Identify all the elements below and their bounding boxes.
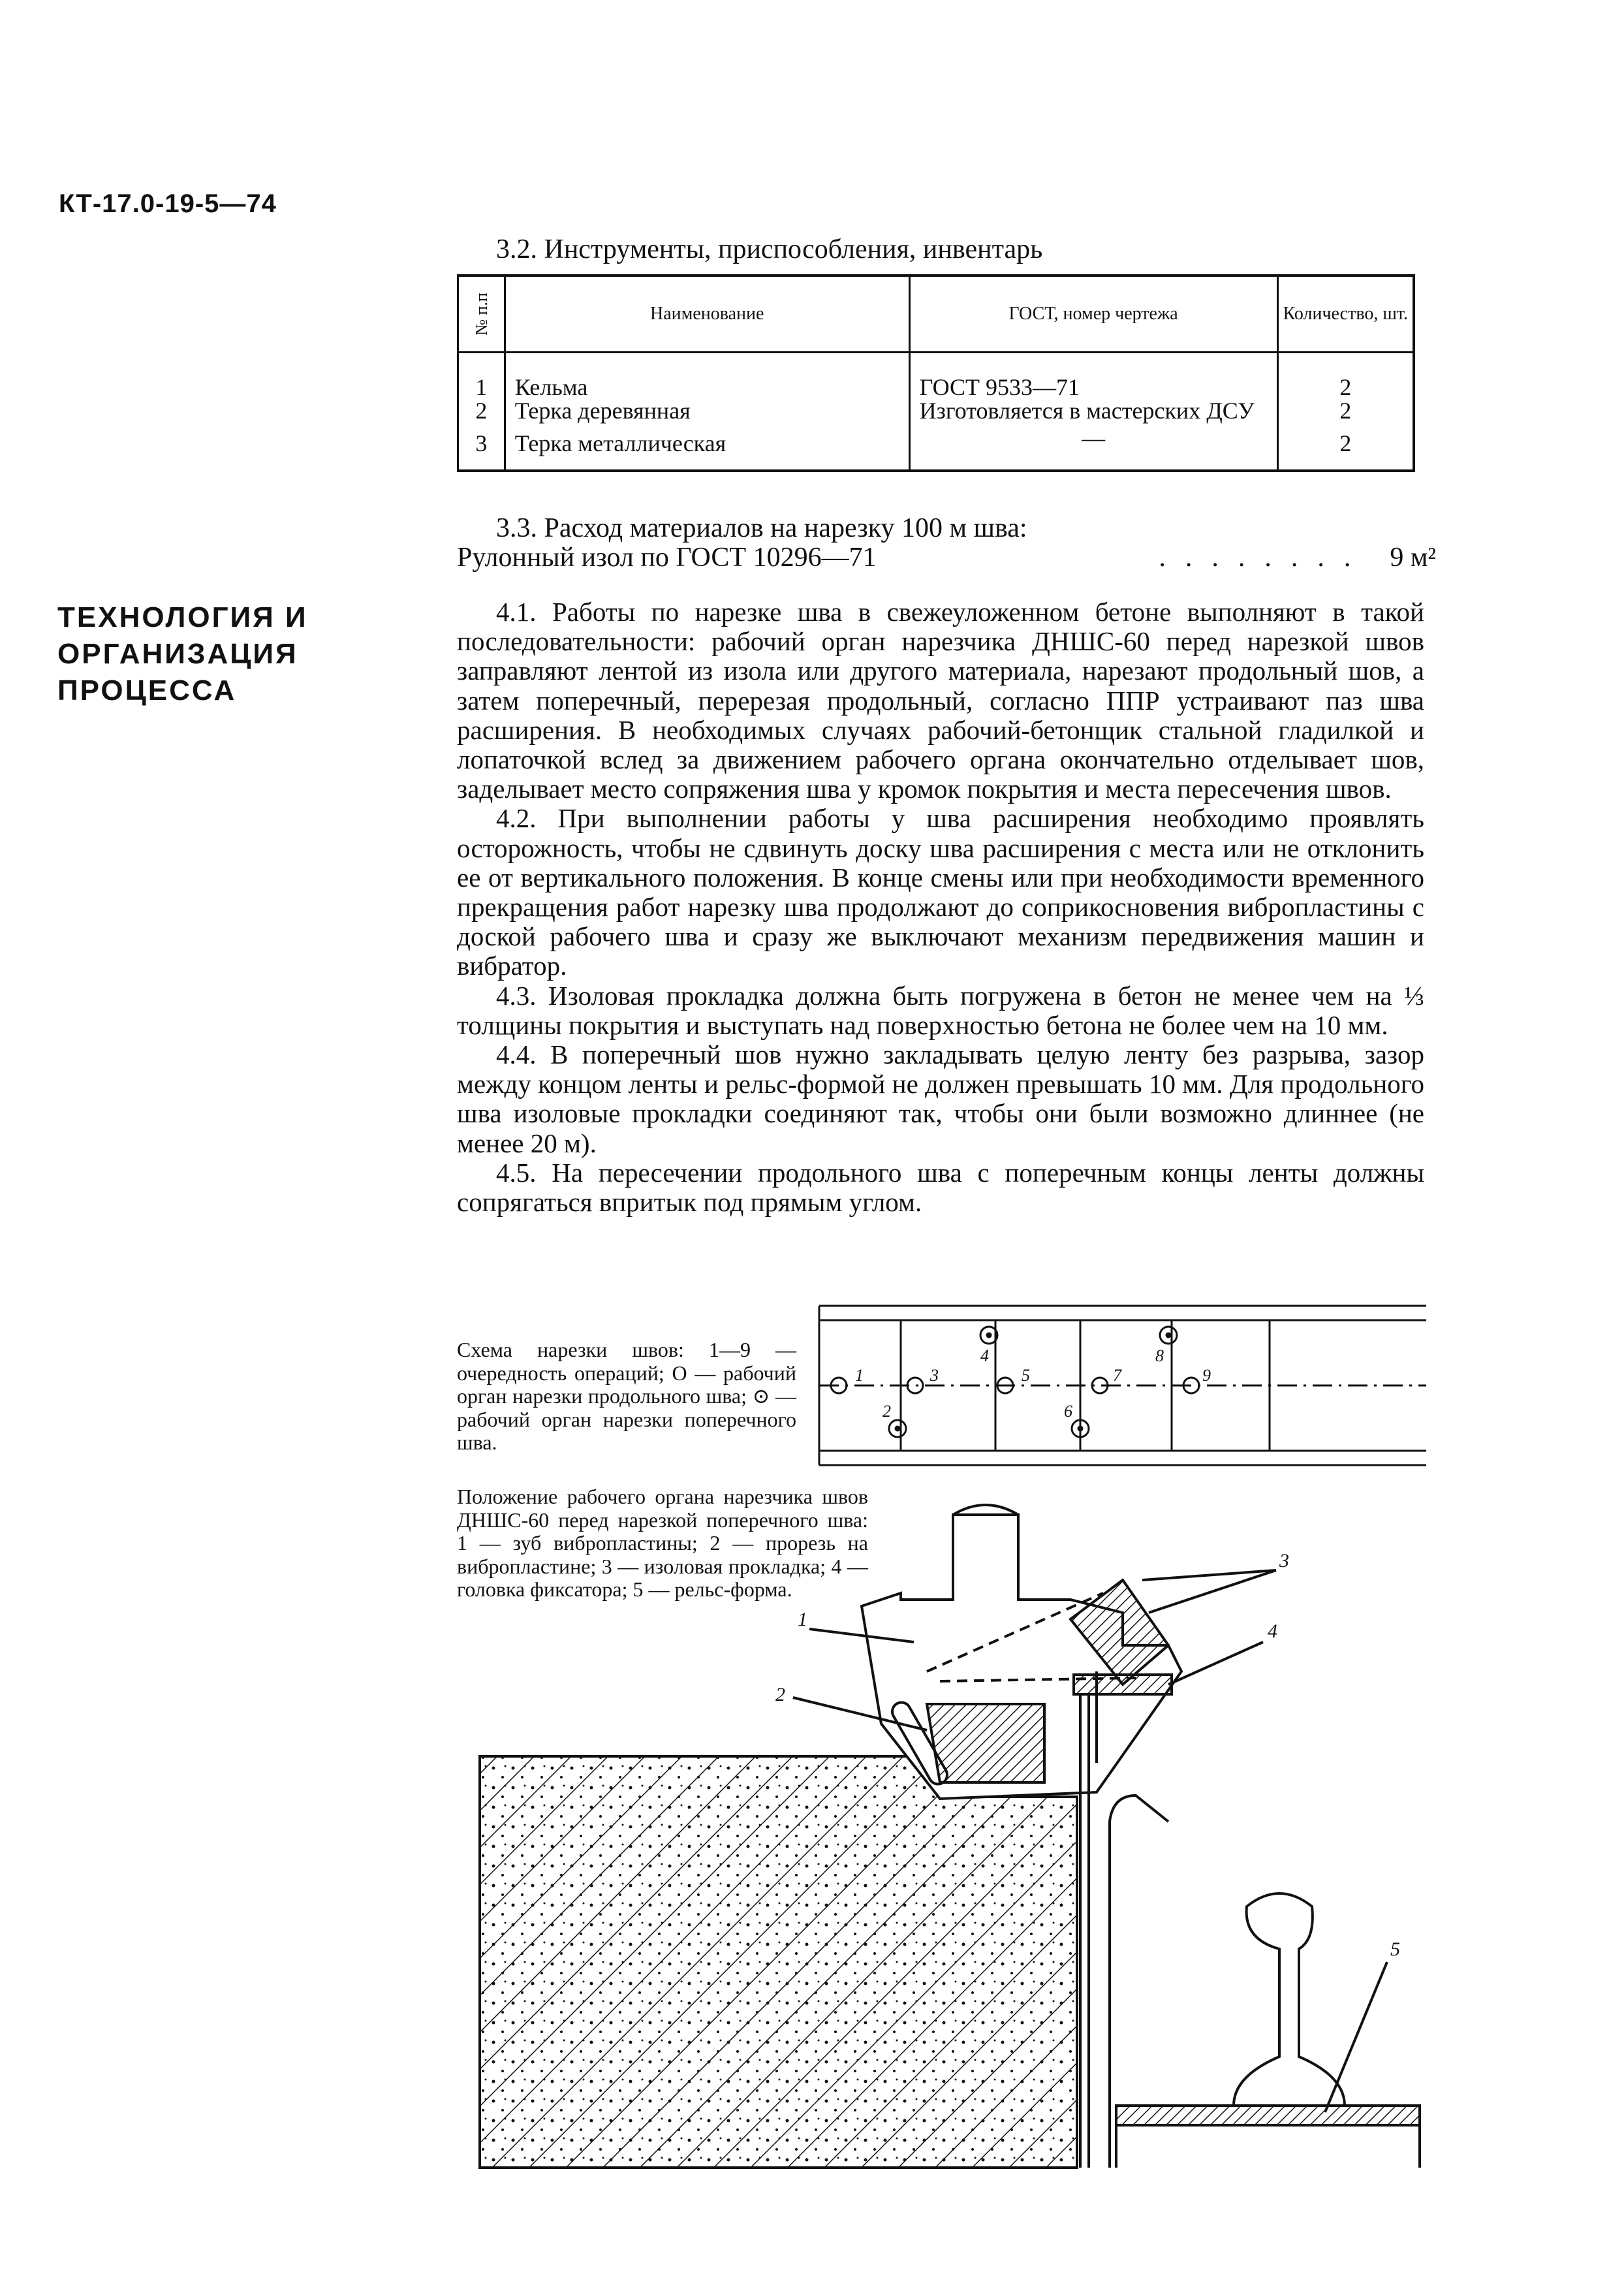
header-qty: Количество, шт. (1277, 276, 1414, 353)
section-title: 3.2. Инструменты, приспособления, инвентарь (496, 234, 1043, 264)
section-label-4: 4 (1268, 1621, 1277, 1642)
cell-qty: 2 (1277, 399, 1414, 422)
header-name: Наименование (505, 276, 909, 353)
paragraph-4-2: 4.2. При выполнении работы у шва расширения необходимо проявлять осторожность, чтобы не сдвинуть доску шва расширения с места или не отклонить ее от вертикального положения. В конце смены или при необходимости временного прекращения работ нарезку шва продолжают до соприкосновения вибропластины с доской рабочего шва и сразу же выключают механизм передвижения машин и вибратор. (457, 803, 1424, 981)
cell-name: Кельма (505, 353, 909, 400)
header-gost: ГОСТ, номер чертежа (909, 276, 1277, 353)
cell-num: 1 (458, 353, 505, 400)
section-label-2: 2 (775, 1684, 785, 1705)
scheme-label-2: 2 (882, 1402, 891, 1421)
scheme-label-3: 3 (930, 1366, 939, 1385)
header-num: № п.п (458, 276, 505, 353)
scheme-caption: Схема нарезки швов: 1—9 — очередность операций; О — рабочий орган нарезки продольного шва; ⊙ — рабочий орган нарезки поперечного шва. (457, 1338, 796, 1454)
leader-dots: ........ (1159, 543, 1371, 573)
cell-name: Терка металлическая (505, 422, 909, 471)
cell-qty: 2 (1277, 353, 1414, 400)
paragraph-4-1: 4.1. Работы по нарезке шва в свежеуложенном бетоне выполняют в такой последовательности: рабочий орган нарезчика ДНШС-60 перед нарезкой швов заправляют лентой из изола или другого материала, нарезают продольный шов, а затем поперечный, перерезая продольный, согласно ППР устраивают паз шва расширения. В необходимых случаях рабочий-бетонщик стальной гладилкой и лопаточкой вслед за движением рабочего органа окончательно отделывает шов, заделывает место сопряжения шва у кромок покрытия и места пересечения швов. (457, 597, 1424, 804)
paragraph-4-3: 4.3. Изоловая прокладка должна быть погружена в бетон не менее чем на ⅓ толщины покрытия и выступать над поверхностью бетона не более чем на 10 мм. (457, 980, 1424, 1040)
document-code: КТ-17.0-19-5—74 (59, 189, 277, 218)
scheme-label-7: 7 (1113, 1366, 1121, 1385)
section-label-5: 5 (1390, 1938, 1400, 1960)
scheme-label-9: 9 (1202, 1366, 1211, 1385)
cell-qty: 2 (1277, 422, 1414, 471)
scheme-label-8: 8 (1155, 1346, 1164, 1365)
section-label-3: 3 (1279, 1550, 1289, 1572)
scheme-label-1: 1 (855, 1366, 864, 1385)
position-caption: Положение рабочего органа нарезчика швов ДНШС-60 перед нарезкой поперечного шва: 1 — зуб вибропластины; 2 — прорезь на вибропластине; 3 — изоловая прокладка; 4 — головка фиксатора; 5 — рельс-форма. (457, 1485, 868, 1601)
scheme-label-4: 4 (980, 1346, 989, 1365)
cell-num: 2 (458, 399, 505, 422)
scheme-label-5: 5 (1022, 1366, 1030, 1385)
paragraph-4-5: 4.5. На пересечении продольного шва с поперечным концы ленты должны сопрягаться впритык под прямым углом. (457, 1157, 1424, 1218)
cell-name: Терка деревянная (505, 399, 909, 422)
side-heading: ТЕХНОЛОГИЯ И ОРГАНИЗАЦИЯ ПРОЦЕССА (57, 601, 308, 706)
paragraph-4-4: 4.4. В поперечный шов нужно закладывать целую ленту без разрыва, зазор между концом ленты и рельс-формой не должен превышать 10 мм. Для продольного шва изоловые прокладки соединяют так, чтобы они были возможно длиннее (не менее 20 м). (457, 1039, 1424, 1158)
cross-section (480, 1505, 1420, 2168)
materials-value: 9 м² (1390, 543, 1436, 573)
cell-gost: ГОСТ 9533—71 (909, 353, 1277, 400)
materials-heading: 3.3. Расход материалов на нарезку 100 м шва: (496, 513, 1027, 543)
cell-gost: Изготовляется в мастерских ДСУ (909, 399, 1277, 422)
section-label-1: 1 (798, 1609, 807, 1630)
scheme-label-6: 6 (1064, 1402, 1072, 1421)
cell-num: 3 (458, 422, 505, 471)
cell-gost: — (909, 422, 1277, 471)
materials-item: Рулонный изол по ГОСТ 10296—71 (457, 543, 877, 573)
joint-scheme (819, 1306, 1426, 1465)
